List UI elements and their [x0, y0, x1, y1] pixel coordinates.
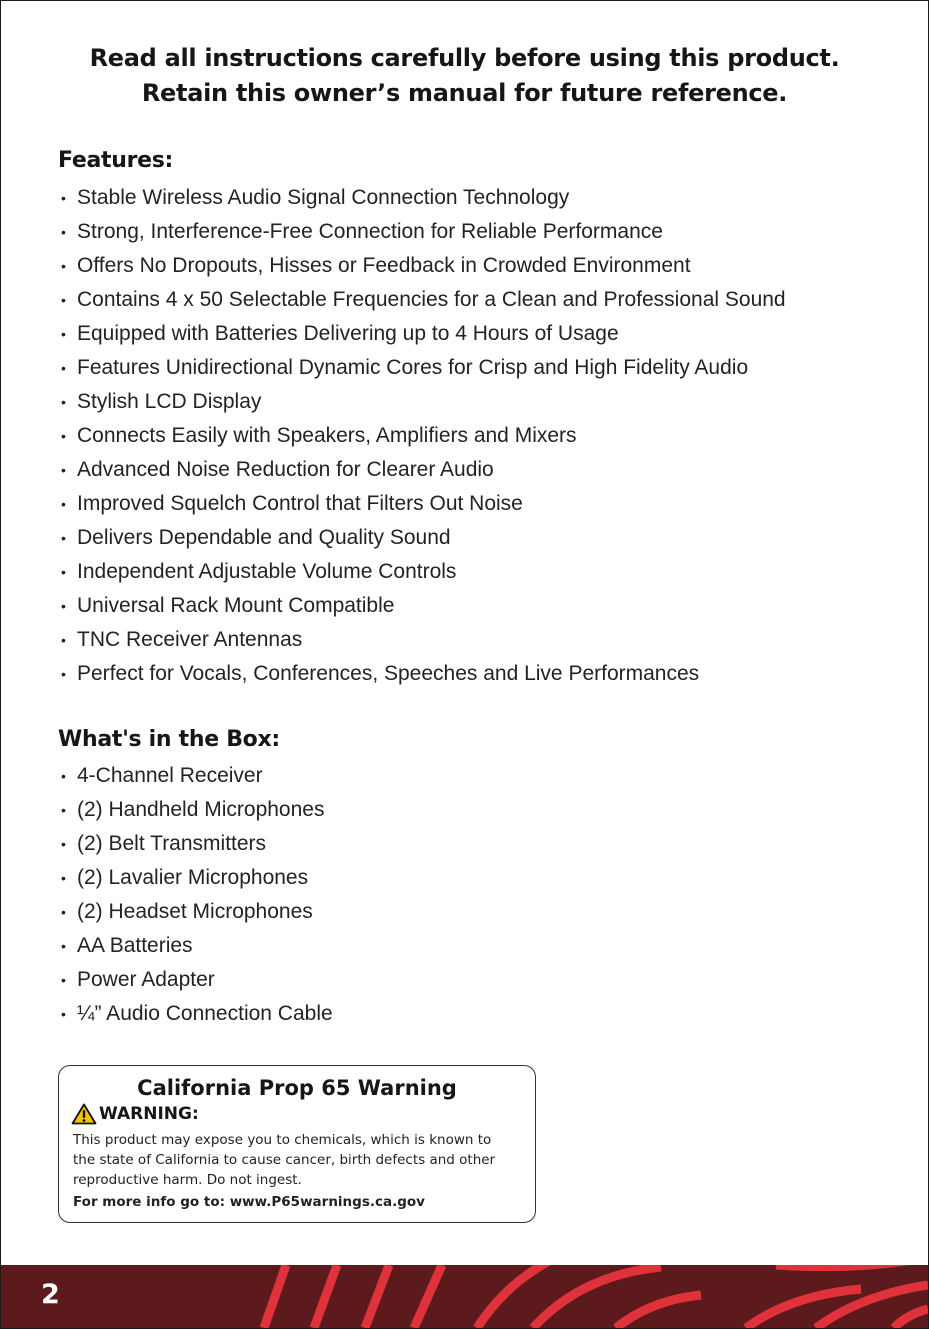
bullet-icon: •	[61, 428, 66, 444]
footer-stripe	[264, 1265, 286, 1328]
warning-body-line: This product may expose you to chemicals, which is known to	[73, 1132, 492, 1148]
footer-stripe	[365, 1265, 389, 1328]
warning-body	[73, 1130, 528, 1190]
list-item-text: 4-Channel Receiver	[77, 764, 263, 787]
list-item	[61, 317, 786, 351]
intro-line-2: Retain this owner’s manual for future reference.	[141, 79, 788, 107]
list-item	[61, 997, 333, 1031]
footer-arc	[533, 1267, 661, 1328]
list-item	[61, 657, 786, 691]
bullet-icon: •	[61, 190, 66, 206]
list-item-text: Stylish LCD Display	[77, 390, 262, 413]
footer-decoration	[1, 1265, 928, 1328]
footer-arc	[616, 1295, 701, 1328]
list-item-text: Features Unidirectional Dynamic Cores for Crisp and High Fidelity Audio	[77, 356, 749, 379]
bullet-icon: •	[61, 224, 66, 240]
bullet-icon: •	[61, 768, 66, 784]
list-item	[61, 895, 333, 929]
warning-info-link[interactable]: For more info go to: www.P65warnings.ca.gov	[73, 1194, 425, 1210]
footer-band	[1, 1265, 928, 1328]
list-item	[61, 963, 333, 997]
list-item	[61, 623, 786, 657]
list-item-text: Offers No Dropouts, Hisses or Feedback in Crowded Environment	[77, 254, 691, 277]
warning-title: California Prop 65 Warning	[137, 1076, 457, 1100]
bullet-icon: •	[61, 904, 66, 920]
list-item	[61, 419, 786, 453]
list-item-text: ¼” Audio Connection Cable	[77, 1002, 333, 1025]
bullet-icon: •	[61, 564, 66, 580]
bullet-icon: •	[61, 666, 66, 682]
bullet-icon: •	[61, 972, 66, 988]
bullet-icon: •	[61, 632, 66, 648]
footer-arc	[776, 1265, 913, 1267]
list-item-text: Strong, Interference-Free Connection for Reliable Performance	[77, 220, 663, 243]
bullet-icon: •	[61, 496, 66, 512]
list-item	[61, 249, 786, 283]
list-item-text: Stable Wireless Audio Signal Connection Technology	[77, 186, 570, 209]
bullet-icon: •	[61, 938, 66, 954]
list-item-text: Improved Squelch Control that Filters Out Noise	[77, 492, 523, 515]
warning-triangle-icon	[71, 1103, 97, 1125]
list-item-text: Delivers Dependable and Quality Sound	[77, 526, 451, 549]
list-item-text: Universal Rack Mount Compatible	[77, 594, 395, 617]
list-item	[61, 861, 333, 895]
list-item	[61, 929, 333, 963]
features-heading: Features:	[58, 148, 174, 173]
list-item	[61, 453, 786, 487]
warning-body-line: reproductive harm. Do not ingest.	[73, 1172, 302, 1188]
warning-label: WARNING:	[99, 1104, 199, 1124]
bullet-icon: •	[61, 462, 66, 478]
list-item-text: Contains 4 x 50 Selectable Frequencies for a Clean and Professional Sound	[77, 288, 786, 311]
bullet-icon: •	[61, 394, 66, 410]
bullet-icon: •	[61, 836, 66, 852]
list-item-text: (2) Lavalier Microphones	[77, 866, 309, 889]
footer-stripe	[414, 1265, 442, 1328]
list-item	[61, 555, 786, 589]
bullet-icon: •	[61, 360, 66, 376]
list-item-text: Connects Easily with Speakers, Amplifiers and Mixers	[77, 424, 577, 447]
list-item	[61, 793, 333, 827]
bullet-icon: •	[61, 530, 66, 546]
footer-stripe	[314, 1265, 337, 1328]
list-item-text: (2) Headset Microphones	[77, 900, 313, 923]
list-item-text: AA Batteries	[77, 934, 193, 957]
warning-body-line: the state of California to cause cancer, birth defects and other	[73, 1152, 496, 1168]
footer-arc	[894, 1309, 928, 1328]
list-item-text: Equipped with Batteries Delivering up to 4 Hours of Usage	[77, 322, 619, 345]
list-item-text: Perfect for Vocals, Conferences, Speeches and Live Performances	[77, 662, 700, 685]
bullet-icon: •	[61, 1006, 66, 1022]
list-item-text: (2) Belt Transmitters	[77, 832, 267, 855]
list-item	[61, 827, 333, 861]
list-item	[61, 589, 786, 623]
list-item	[61, 283, 786, 317]
list-item-text: TNC Receiver Antennas	[77, 628, 303, 651]
features-list	[61, 181, 786, 691]
bullet-icon: •	[61, 802, 66, 818]
list-item	[61, 487, 786, 521]
list-item	[61, 385, 786, 419]
list-item	[61, 181, 786, 215]
list-item-text: Advanced Noise Reduction for Clearer Audio	[77, 458, 494, 481]
warning-label-row	[71, 1103, 199, 1125]
list-item-text: Power Adapter	[77, 968, 215, 991]
bullet-icon: •	[61, 292, 66, 308]
box-contents-list	[61, 759, 333, 1031]
prop65-warning-box	[58, 1065, 536, 1223]
list-item-text: (2) Handheld Microphones	[77, 798, 325, 821]
list-item	[61, 215, 786, 249]
bullet-icon: •	[61, 598, 66, 614]
list-item-text: Independent Adjustable Volume Controls	[77, 560, 457, 583]
list-item	[61, 521, 786, 555]
box-contents-heading: What's in the Box:	[58, 727, 280, 752]
bullet-icon: •	[61, 258, 66, 274]
page-number: 2	[41, 1279, 60, 1310]
bullet-icon: •	[61, 870, 66, 886]
intro-notice	[1, 41, 928, 111]
intro-line-1: Read all instructions carefully before using this product.	[89, 44, 840, 72]
list-item	[61, 351, 786, 385]
list-item	[61, 759, 333, 793]
bullet-icon: •	[61, 326, 66, 342]
